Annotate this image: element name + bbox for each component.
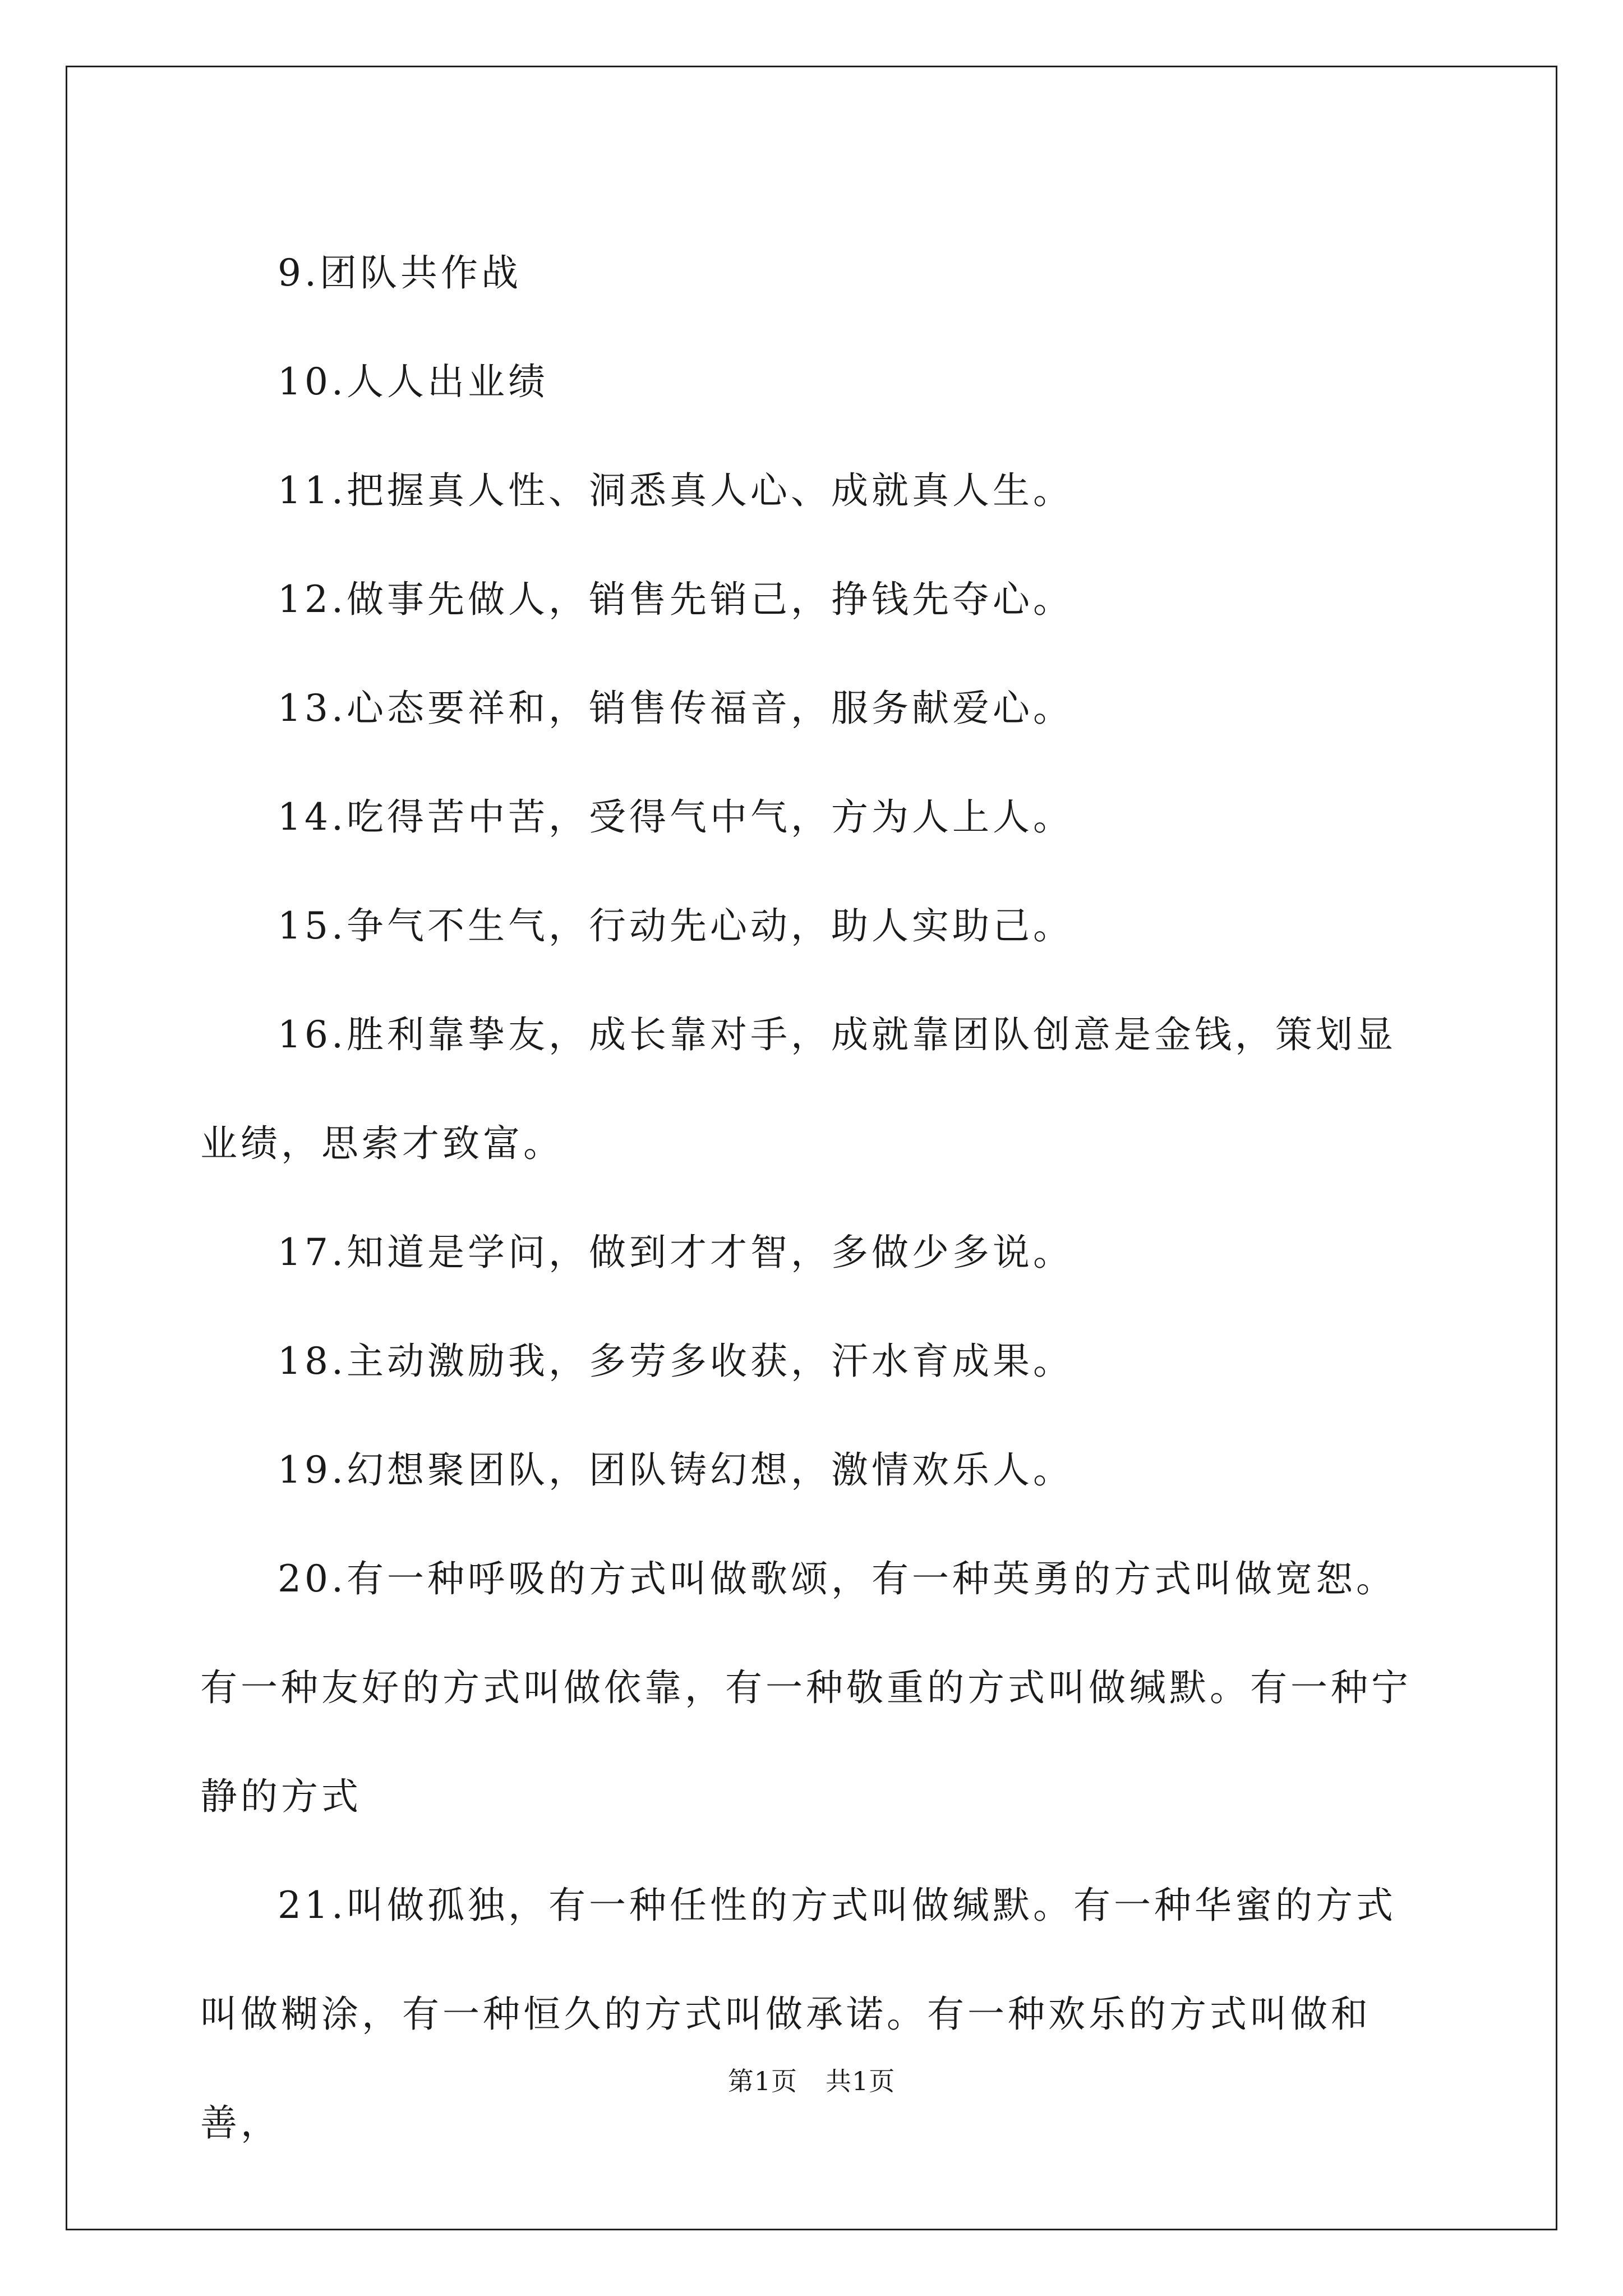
paragraph-15: 15.争气不生气，行动先心动，助人实助己。 xyxy=(278,904,1073,947)
paragraph-21: 21.叫做孤独，有一种任性的方式叫做缄默。有一种华蜜的方式叫做糊涂，有一种恒久的方式叫做承诺。有一种欢乐的方式叫做和善， xyxy=(200,1884,1396,2145)
paragraph-19: 19.幻想聚团队，团队铸幻想，激情欢乐人。 xyxy=(278,1448,1073,1492)
paragraph-11: 11.把握真人性、洞悉真人心、成就真人生。 xyxy=(278,469,1073,512)
page-number-current: 第1页 xyxy=(727,2066,797,2096)
page-footer xyxy=(0,2064,1623,2098)
paragraph-17: 17.知道是学问，做到才才智，多做少多说。 xyxy=(278,1231,1073,1274)
page-number-total: 共1页 xyxy=(826,2066,896,2096)
paragraph-20: 20.有一种呼吸的方式叫做歌颂，有一种英勇的方式叫做宽恕。有一种友好的方式叫做依靠，有一种敬重的方式叫做缄默。有一种宁静的方式 xyxy=(200,1557,1412,1818)
paragraph-12: 12.做事先做人，销售先销己，挣钱先夺心。 xyxy=(278,578,1073,621)
document-body xyxy=(200,219,1423,2178)
paragraph-13: 13.心态要祥和，销售传福音，服务献爱心。 xyxy=(278,687,1073,730)
paragraph-18: 18.主动激励我，多劳多收获，汗水育成果。 xyxy=(278,1340,1073,1383)
paragraph-9: 9.团队共作战 xyxy=(278,251,522,295)
paragraph-10: 10.人人出业绩 xyxy=(278,360,548,403)
paragraph-16: 16.胜利靠挚友，成长靠对手，成就靠团队创意是金钱，策划显业绩，思索才致富。 xyxy=(200,1013,1396,1165)
paragraph-14: 14.吃得苦中苦，受得气中气，方为人上人。 xyxy=(278,795,1073,839)
